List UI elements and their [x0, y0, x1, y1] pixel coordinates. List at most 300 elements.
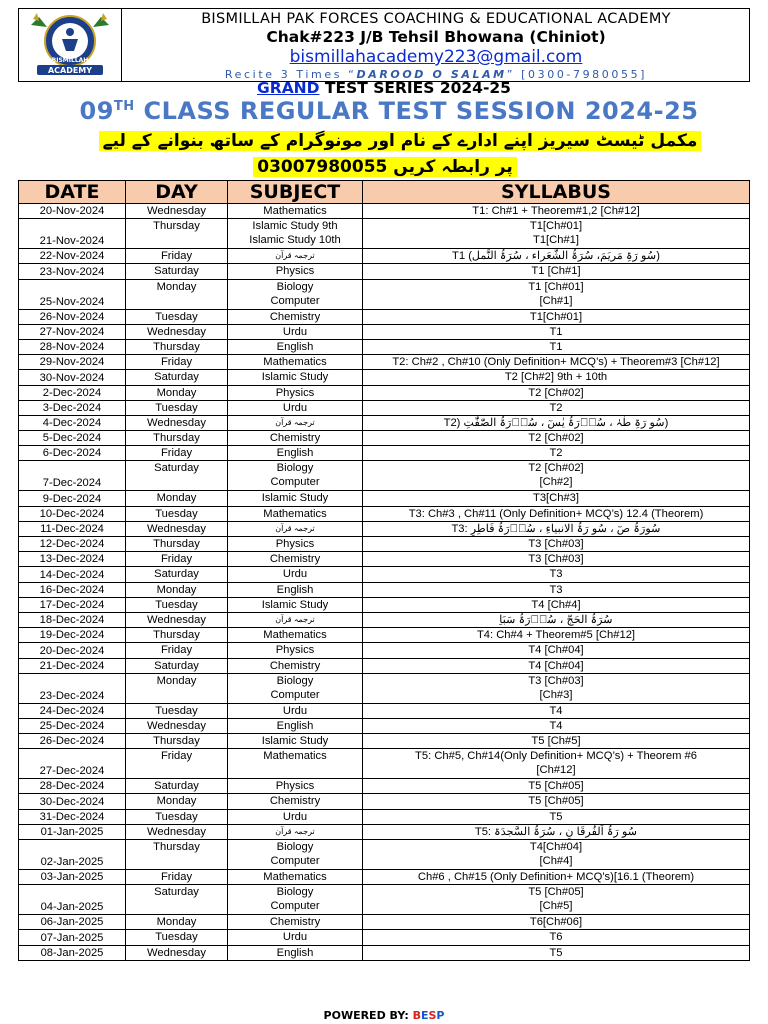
cell-syllabus-line: T2 — [549, 447, 563, 460]
cell-date: 13-Dec-2024 — [19, 552, 126, 567]
cell-subject-line: ترجمہ قرآن — [275, 523, 315, 533]
academy-name: BISMILLAH PAK FORCES COACHING & EDUCATIONAL ACADEMY — [201, 11, 671, 27]
cell-syllabus-line: T5 — [549, 810, 563, 823]
cell-syllabus-line: [Ch#2] — [539, 476, 573, 489]
cell-syllabus-line: T5: Ch#5, Ch#14(Only Definition+ MCQ’s) + Theorem #6 — [415, 750, 697, 763]
cell-date: 26-Nov-2024 — [19, 309, 126, 324]
table-row — [19, 339, 750, 354]
table-row — [19, 824, 750, 839]
cell-syllabus-line: T4: Ch#4 + Theorem#5 [Ch#12] — [476, 629, 636, 642]
cell-subject-line: Chemistry — [269, 795, 321, 808]
cell-syllabus — [363, 930, 750, 945]
cell-syllabus-line: T2: Ch#2 , Ch#10 (Only Definition+ MCQ’s) + Theorem#3 [Ch#12] — [392, 356, 720, 369]
cell-subject-line: Physics — [275, 644, 315, 657]
cell-date: 4-Dec-2024 — [19, 415, 126, 430]
cell-syllabus — [363, 703, 750, 718]
cell-date: 12-Dec-2024 — [19, 537, 126, 552]
cell-subject — [228, 446, 363, 461]
cell-subject-line: Biology — [276, 462, 314, 475]
table-row — [19, 567, 750, 582]
academy-email-link[interactable]: bismillahacademy223@gmail.com — [289, 47, 583, 67]
table-row — [19, 597, 750, 612]
cell-day: Thursday — [126, 537, 228, 552]
cell-day: Friday — [126, 870, 228, 885]
cell-date: 20-Dec-2024 — [19, 643, 126, 658]
table-row — [19, 279, 750, 309]
table-header-row — [19, 181, 750, 204]
table-row — [19, 521, 750, 536]
cell-subject — [228, 537, 363, 552]
table-row — [19, 249, 750, 264]
header-subject: SUBJECT — [228, 181, 363, 204]
cell-day: Tuesday — [126, 597, 228, 612]
cell-date: 28-Nov-2024 — [19, 339, 126, 354]
table-row — [19, 673, 750, 703]
cell-syllabus — [363, 885, 750, 915]
cell-day: Tuesday — [126, 930, 228, 945]
cell-subject-line: Urdu — [282, 704, 308, 717]
cell-subject-line: Islamic Study — [261, 598, 329, 611]
cell-day: Wednesday — [126, 415, 228, 430]
cell-day: Tuesday — [126, 400, 228, 415]
cell-syllabus-line: T5 [Ch#05] — [528, 795, 584, 808]
table-row — [19, 400, 750, 415]
cell-subject — [228, 870, 363, 885]
table-row — [19, 612, 750, 627]
schedule-table — [18, 180, 750, 961]
cell-syllabus — [363, 385, 750, 400]
cell-date: 03-Jan-2025 — [19, 870, 126, 885]
cell-syllabus — [363, 779, 750, 794]
cell-syllabus-line: T6 — [549, 931, 563, 944]
cell-subject — [228, 400, 363, 415]
table-row — [19, 204, 750, 219]
header-box — [18, 8, 750, 82]
cell-syllabus-line: سُرَۃُ الحَجّ ، سُوۡرَۃُ سَبَاِ — [499, 613, 613, 626]
cell-day: Thursday — [126, 339, 228, 354]
table-row — [19, 264, 750, 279]
cell-day: Wednesday — [126, 612, 228, 627]
cell-subject-line: ترجمہ قرآن — [275, 417, 315, 427]
cell-syllabus-line: T5 — [549, 946, 563, 959]
cell-syllabus-line: T1 (سُو رَۃِ مَریَمَ، سُرَۃُ الشُّعَراء ، سُرَۃُ النَّمل) — [452, 250, 660, 263]
cell-subject — [228, 915, 363, 930]
cell-subject — [228, 628, 363, 643]
cell-subject — [228, 597, 363, 612]
cell-syllabus — [363, 355, 750, 370]
brand-letter-p: P — [436, 1009, 445, 1022]
cell-date: 25-Nov-2024 — [19, 279, 126, 309]
brand-letter-b: B — [412, 1009, 421, 1022]
cell-syllabus — [363, 370, 750, 385]
cell-date: 29-Nov-2024 — [19, 355, 126, 370]
session-title — [0, 97, 768, 125]
cell-subject — [228, 734, 363, 749]
cell-day: Wednesday — [126, 521, 228, 536]
table-row — [19, 219, 750, 249]
cell-syllabus — [363, 658, 750, 673]
table-row — [19, 415, 750, 430]
cell-date: 14-Dec-2024 — [19, 567, 126, 582]
cell-day: Saturday — [126, 779, 228, 794]
table-row — [19, 628, 750, 643]
cell-date: 22-Nov-2024 — [19, 249, 126, 264]
table-row — [19, 734, 750, 749]
cell-syllabus-line: T5 [Ch#05] — [528, 780, 584, 793]
table-row — [19, 643, 750, 658]
cell-date: 25-Dec-2024 — [19, 718, 126, 733]
cell-syllabus-line: [Ch#12] — [536, 764, 576, 777]
cell-syllabus-line: T6[Ch#06] — [529, 916, 583, 929]
logo-text-bottom: ACADEMY — [47, 66, 93, 75]
cell-syllabus-line: T4 — [549, 719, 563, 732]
notice-line-1-text: مکمل ٹیسٹ سیریز اپنے ادارے کے نام اور مونوگرام کے ساتھ بنوانے کے لیے — [99, 131, 702, 151]
cell-subject — [228, 355, 363, 370]
cell-subject-line: Mathematics — [263, 871, 327, 883]
notice-line-1 — [90, 130, 710, 154]
cell-date: 24-Dec-2024 — [19, 703, 126, 718]
cell-syllabus-line: T2 — [549, 401, 563, 414]
cell-syllabus — [363, 612, 750, 627]
cell-subject — [228, 324, 363, 339]
table-row — [19, 582, 750, 597]
cell-subject-line: English — [276, 583, 314, 596]
cell-syllabus — [363, 809, 750, 824]
cell-syllabus — [363, 718, 750, 733]
cell-syllabus-line: T2 [Ch#02] — [528, 462, 584, 475]
table-row — [19, 794, 750, 809]
cell-syllabus — [363, 521, 750, 536]
cell-subject-line: Physics — [275, 538, 315, 550]
cell-subject — [228, 779, 363, 794]
cell-subject-line: Chemistry — [269, 916, 321, 929]
cell-subject — [228, 840, 363, 870]
schedule-body — [19, 204, 750, 961]
cell-subject-line: Computer — [270, 294, 320, 307]
cell-date: 10-Dec-2024 — [19, 506, 126, 521]
cell-day: Thursday — [126, 219, 228, 249]
table-row — [19, 749, 750, 779]
cell-subject — [228, 204, 363, 219]
cell-syllabus — [363, 794, 750, 809]
academy-address: Chak#223 J/B Tehsil Bhowana (Chiniot) — [266, 28, 606, 46]
cell-day: Saturday — [126, 370, 228, 385]
cell-syllabus-line: T5 [Ch#5] — [531, 735, 581, 748]
cell-date: 17-Dec-2024 — [19, 597, 126, 612]
cell-syllabus-line: T3 [Ch#03] — [528, 674, 584, 687]
cell-day: Saturday — [126, 461, 228, 491]
header-day: DAY — [126, 181, 228, 204]
cell-day: Saturday — [126, 567, 228, 582]
cell-syllabus — [363, 597, 750, 612]
cell-subject-line: ترجمہ قرآن — [275, 251, 315, 261]
cell-subject — [228, 885, 363, 915]
cell-syllabus — [363, 461, 750, 491]
cell-subject — [228, 703, 363, 718]
cell-subject-line: Biology — [276, 886, 314, 899]
cell-date: 07-Jan-2025 — [19, 930, 126, 945]
cell-syllabus-line: T4 [Ch#4] — [531, 598, 581, 611]
cell-subject-line: Biology — [276, 674, 314, 687]
academy-logo — [27, 11, 113, 77]
cell-subject — [228, 673, 363, 703]
cell-syllabus — [363, 567, 750, 582]
session-sup: TH — [113, 99, 135, 114]
header-syllabus: SYLLABUS — [363, 181, 750, 204]
cell-subject-line: Chemistry — [269, 310, 321, 323]
cell-subject-line: Computer — [270, 855, 320, 867]
cell-subject — [228, 749, 363, 779]
series-text: TEST SERIES 2024-25 — [319, 79, 511, 97]
cell-syllabus-line: T3 [Ch#03] — [528, 538, 584, 550]
cell-syllabus-line: [Ch#3] — [539, 688, 573, 701]
cell-subject — [228, 339, 363, 354]
table-row — [19, 309, 750, 324]
session-post: CLASS REGULAR TEST SESSION 2024-25 — [134, 97, 699, 125]
cell-date: 27-Nov-2024 — [19, 324, 126, 339]
cell-subject-line: Computer — [270, 688, 320, 701]
cell-subject — [228, 385, 363, 400]
cell-subject — [228, 249, 363, 264]
cell-day: Friday — [126, 249, 228, 264]
cell-date: 5-Dec-2024 — [19, 431, 126, 446]
table-row — [19, 703, 750, 718]
table-row — [19, 552, 750, 567]
cell-date: 06-Jan-2025 — [19, 915, 126, 930]
cell-syllabus — [363, 491, 750, 506]
cell-subject-line: Urdu — [282, 401, 308, 414]
cell-date: 08-Jan-2025 — [19, 945, 126, 960]
footer — [0, 1009, 768, 1022]
cell-subject — [228, 491, 363, 506]
cell-subject-line: Islamic Study — [261, 492, 329, 505]
table-row — [19, 779, 750, 794]
cell-subject-line: Islamic Study 9th — [252, 220, 338, 233]
table-row — [19, 506, 750, 521]
cell-date: 21-Nov-2024 — [19, 219, 126, 249]
cell-syllabus-line: T2) سُو رَۃِ طٰہٰ ، سُوۡرَۃُ یٰسٓ ، سُوۡرَۃُ الصّٰفّٰتِ) — [443, 416, 669, 429]
notice-line-2-text: 03007980055 پر رابطہ کریں — [253, 157, 517, 177]
session-pre: 09 — [79, 97, 114, 125]
cell-subject — [228, 794, 363, 809]
cell-syllabus-line: T3: Ch#3 , Ch#11 (Only Definition+ MCQ’s) 12.4 (Theorem) — [408, 507, 704, 520]
cell-subject — [228, 415, 363, 430]
cell-date: 9-Dec-2024 — [19, 491, 126, 506]
cell-subject — [228, 643, 363, 658]
table-row — [19, 385, 750, 400]
table-row — [19, 446, 750, 461]
cell-day: Tuesday — [126, 506, 228, 521]
cell-syllabus — [363, 204, 750, 219]
cell-day: Saturday — [126, 264, 228, 279]
cell-day: Tuesday — [126, 809, 228, 824]
cell-syllabus — [363, 431, 750, 446]
cell-date: 19-Dec-2024 — [19, 628, 126, 643]
table-row — [19, 461, 750, 491]
cell-syllabus — [363, 309, 750, 324]
logo-text-top: BISMILLAH — [51, 57, 89, 64]
recite-bold: DAROOD O SALAM — [356, 68, 507, 81]
cell-subject-line: Physics — [275, 780, 315, 793]
cell-day: Monday — [126, 794, 228, 809]
cell-syllabus-line: T4[Ch#04] — [529, 841, 583, 853]
cell-syllabus-line: T1[Ch#01] — [529, 310, 583, 323]
cell-syllabus-line: T3 — [549, 568, 563, 581]
cell-subject — [228, 824, 363, 839]
cell-subject-line: Mathematics — [263, 629, 327, 642]
cell-date: 27-Dec-2024 — [19, 749, 126, 779]
cell-subject — [228, 945, 363, 960]
cell-syllabus — [363, 339, 750, 354]
cell-subject-line: English — [276, 719, 314, 732]
cell-day: Wednesday — [126, 945, 228, 960]
cell-subject-line: Biology — [276, 841, 314, 853]
cell-syllabus-line: T3 [Ch#03] — [528, 553, 584, 566]
cell-syllabus-line: T1 — [549, 340, 563, 353]
table-row — [19, 915, 750, 930]
cell-syllabus-line: Ch#6 , Ch#15 (Only Definition+ MCQ’s)[16.1 (Theorem) — [417, 871, 695, 883]
cell-day: Friday — [126, 552, 228, 567]
brand-letter-e: E — [420, 1009, 429, 1022]
cell-subject — [228, 521, 363, 536]
table-row — [19, 718, 750, 733]
cell-subject-line: Urdu — [282, 810, 308, 823]
cell-subject — [228, 658, 363, 673]
cell-date: 02-Jan-2025 — [19, 840, 126, 870]
cell-date: 3-Dec-2024 — [19, 400, 126, 415]
notice-line-2 — [240, 156, 530, 180]
cell-subject — [228, 809, 363, 824]
cell-date: 31-Dec-2024 — [19, 809, 126, 824]
cell-subject-line: ترجمہ قرآن — [275, 614, 315, 624]
grand-title — [0, 79, 768, 97]
cell-syllabus — [363, 749, 750, 779]
cell-day: Thursday — [126, 734, 228, 749]
cell-subject-line: English — [276, 946, 314, 959]
cell-syllabus — [363, 537, 750, 552]
cell-subject-line: Biology — [276, 280, 314, 293]
cell-day: Saturday — [126, 658, 228, 673]
cell-date: 26-Dec-2024 — [19, 734, 126, 749]
cell-day: Thursday — [126, 431, 228, 446]
cell-syllabus-line: [Ch#1] — [539, 294, 573, 307]
cell-day: Friday — [126, 643, 228, 658]
cell-syllabus-line: [Ch#4] — [539, 855, 573, 867]
table-row — [19, 840, 750, 870]
cell-syllabus — [363, 945, 750, 960]
table-row — [19, 930, 750, 945]
cell-syllabus-line: T2 [Ch#2] 9th + 10th — [504, 371, 608, 384]
table-row — [19, 870, 750, 885]
cell-day: Monday — [126, 491, 228, 506]
cell-day: Monday — [126, 385, 228, 400]
cell-subject — [228, 279, 363, 309]
cell-subject-line: Chemistry — [269, 553, 321, 566]
table-row — [19, 809, 750, 824]
cell-day: Wednesday — [126, 824, 228, 839]
cell-syllabus — [363, 446, 750, 461]
cell-subject — [228, 461, 363, 491]
table-row — [19, 885, 750, 915]
cell-syllabus — [363, 824, 750, 839]
cell-subject — [228, 718, 363, 733]
cell-day: Thursday — [126, 628, 228, 643]
cell-day: Monday — [126, 582, 228, 597]
cell-syllabus-line: T5 [Ch#05] — [528, 886, 584, 899]
cell-subject-line: ترجمہ قرآن — [275, 826, 315, 836]
cell-date: 6-Dec-2024 — [19, 446, 126, 461]
cell-subject-line: Islamic Study 10th — [249, 234, 341, 247]
cell-date: 23-Nov-2024 — [19, 264, 126, 279]
cell-syllabus — [363, 643, 750, 658]
table-row — [19, 658, 750, 673]
table-row — [19, 537, 750, 552]
cell-day: Friday — [126, 749, 228, 779]
cell-syllabus-line: T3[Ch#3] — [532, 492, 580, 505]
header-date: DATE — [19, 181, 126, 204]
cell-subject — [228, 309, 363, 324]
cell-syllabus-line: T2 [Ch#02] — [528, 386, 584, 399]
cell-syllabus — [363, 734, 750, 749]
table-row — [19, 370, 750, 385]
cell-subject-line: Physics — [275, 265, 315, 278]
cell-subject — [228, 930, 363, 945]
cell-date: 21-Dec-2024 — [19, 658, 126, 673]
cell-day: Monday — [126, 673, 228, 703]
cell-syllabus — [363, 840, 750, 870]
recite-post: ” [0300-7980055] — [506, 68, 648, 81]
grand-word[interactable]: GRAND — [257, 79, 320, 97]
cell-subject — [228, 552, 363, 567]
brand-letter-s: S — [428, 1009, 437, 1022]
cell-date: 30-Dec-2024 — [19, 794, 126, 809]
cell-subject — [228, 431, 363, 446]
cell-syllabus — [363, 915, 750, 930]
cell-subject-line: Mathematics — [263, 205, 327, 217]
cell-day: Tuesday — [126, 309, 228, 324]
cell-day: Friday — [126, 446, 228, 461]
cell-subject — [228, 370, 363, 385]
cell-date: 16-Dec-2024 — [19, 582, 126, 597]
cell-subject — [228, 567, 363, 582]
cell-syllabus-line: T4 [Ch#04] — [528, 659, 584, 672]
cell-subject-line: Urdu — [282, 325, 308, 338]
cell-subject-line: English — [276, 340, 314, 353]
cell-subject-line: Physics — [275, 386, 315, 399]
cell-date: 11-Dec-2024 — [19, 521, 126, 536]
table-row — [19, 324, 750, 339]
cell-subject — [228, 219, 363, 249]
cell-syllabus — [363, 628, 750, 643]
cell-syllabus — [363, 400, 750, 415]
cell-syllabus-line: T3: سُورَۃُ صٓ ، سُو رَۃُ الانبیاءِ ، سُوۡرَۃُ فَاطِرِ — [451, 522, 661, 535]
cell-subject — [228, 612, 363, 627]
cell-syllabus-line: [Ch#5] — [539, 900, 573, 913]
cell-syllabus-line: T1: Ch#1 + Theorem#1,2 [Ch#12] — [472, 205, 640, 217]
cell-day: Wednesday — [126, 718, 228, 733]
cell-syllabus — [363, 249, 750, 264]
cell-subject-line: Computer — [270, 900, 320, 913]
cell-syllabus-line: T4 [Ch#04] — [528, 644, 584, 657]
cell-subject-line: Mathematics — [263, 507, 327, 520]
cell-subject-line: Islamic Study — [261, 371, 329, 384]
logo-cell — [19, 9, 122, 81]
cell-date: 18-Dec-2024 — [19, 612, 126, 627]
cell-day: Wednesday — [126, 324, 228, 339]
cell-subject-line: Islamic Study — [261, 735, 329, 748]
cell-subject-line: Urdu — [282, 931, 308, 944]
cell-syllabus-line: T2 [Ch#02] — [528, 432, 584, 445]
